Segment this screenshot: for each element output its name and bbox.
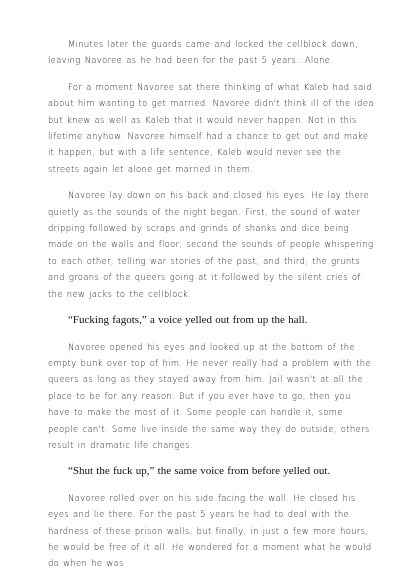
paragraph-6-dialogue: “Shut the fuck up,” the same voice from before yelled out. [68, 465, 331, 478]
paragraph-3: Navoree lay down on his back and closed his eyes. He lay there quietly as the sounds of the night began. First, the sound of water dripping followed by scraps and grinds of shanks and dice being made on the walls and floor, second the sounds of people whispering to each other, telling war stories of the past, and third, the grunts and groans of the queers going at it followed by the silent cries of the new jacks to the cellblock. [48, 190, 374, 299]
paragraph-5: Navoree opened his eyes and looked up at the bottom of the empty bunk over top of him. He never really had a problem with the queers as long as they stayed away from him. Jail wasn't at all the place to be for any reason. But if you ever have to go, then you have to make the most of it. Some people can handle it, some people can't. Some live inside the same way they do outside, others result in dramatic life changes. [48, 341, 371, 450]
paragraph-7: Navoree rolled over on his side facing the wall. He closed his eyes and lie there. For the past 5 years he had to deal with the hardness of these prison walls, but finally, in just a few more hours, he would be free of it all. He wondered for a moment what he would do when he was [48, 492, 372, 569]
paragraph-4-dialogue: “Fucking fagots,” a voice yelled out from up the hall. [68, 314, 308, 327]
paragraph-2: For a moment Navoree sat there thinking of what Kaleb had said about him wanting to get married. Navoree didn't think ill of the idea but knew as well as Kaleb that it would never happen. Not in this lifetime anyhow. Navoree himself had a chance to get out and make it happen, but with a life sentence, Kaleb would never see the streets again let alone get married in them. [48, 81, 374, 174]
paragraph-1: Minutes later the guards came and locked the cellblock down, leaving Navoree as he had been for the past 5 years…Alone. [48, 39, 358, 66]
